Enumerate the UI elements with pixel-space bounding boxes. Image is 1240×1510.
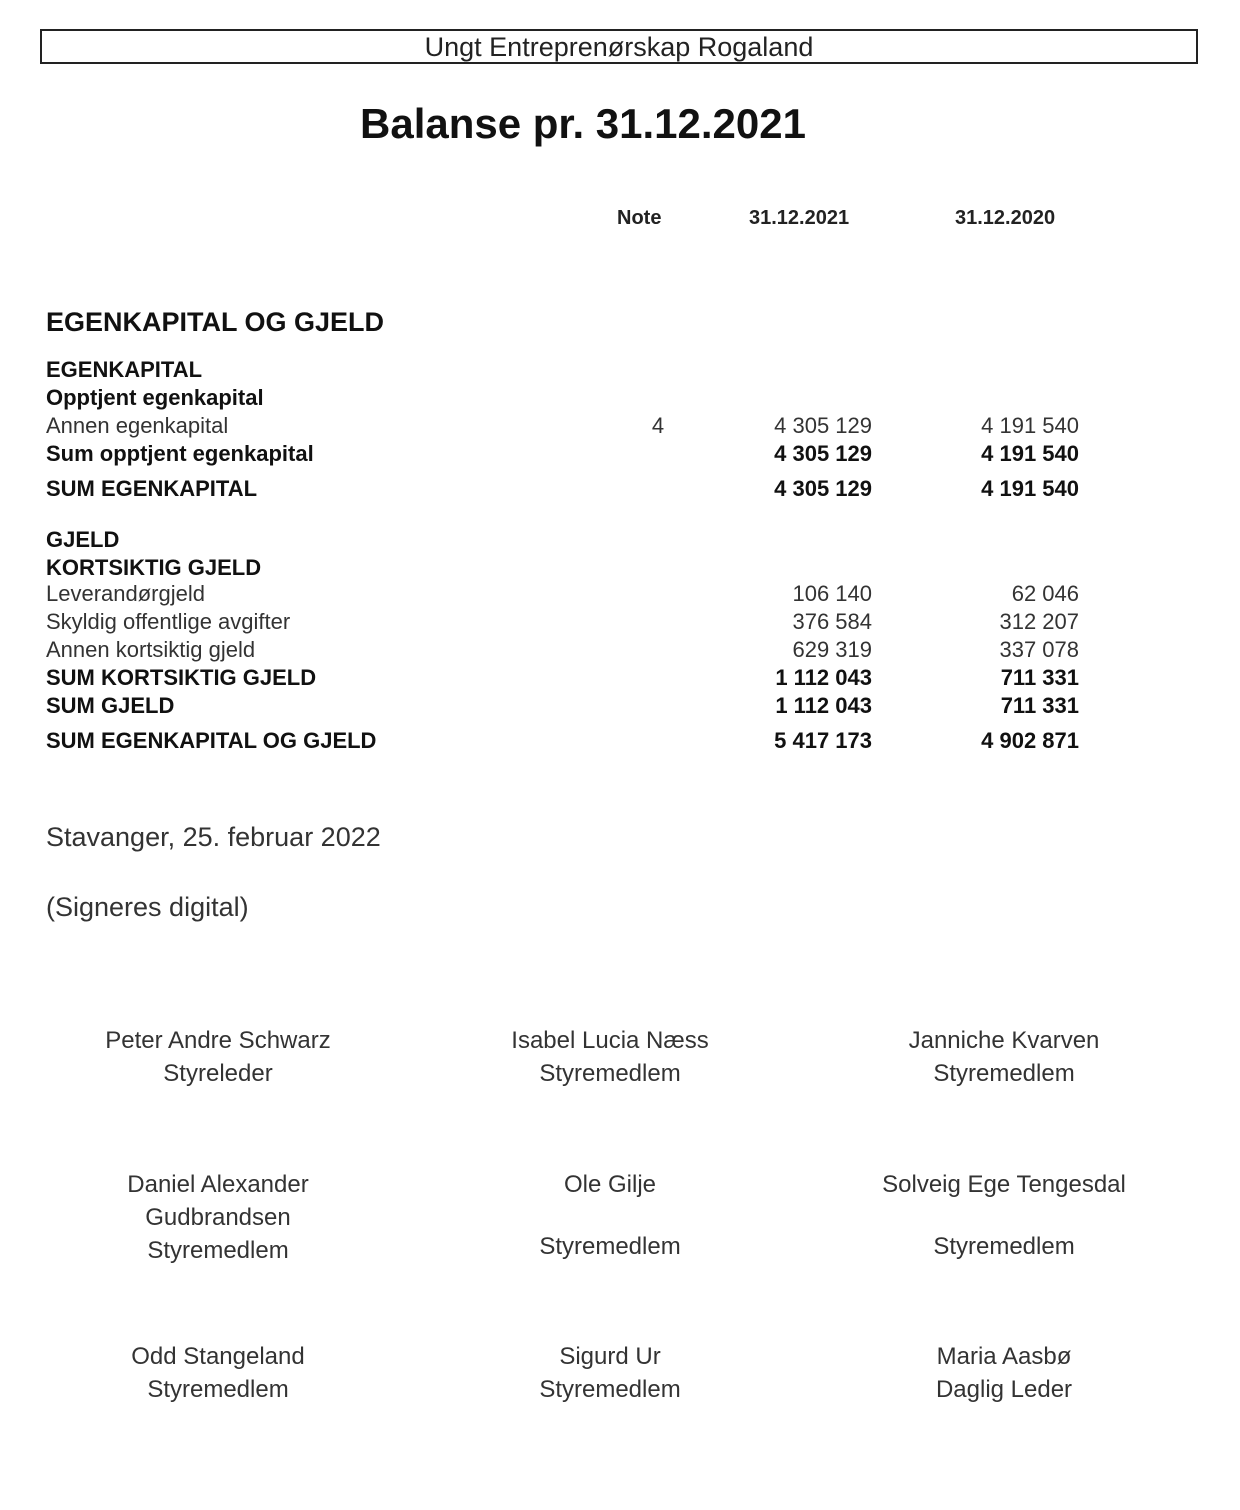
table-row	[46, 727, 1146, 755]
table-row	[46, 580, 1146, 608]
signatory	[814, 1024, 1194, 1090]
row-value-previous-year: 4 191 540	[981, 476, 1079, 501]
spacer	[420, 1201, 800, 1230]
row-value-current-year: 1 112 043	[775, 693, 872, 718]
row-value-previous-year: 4 191 540	[981, 441, 1079, 466]
row-label: SUM KORTSIKTIG GJELD	[46, 665, 317, 690]
row-value-previous-year: 4 902 871	[981, 728, 1079, 753]
signatory-role: Styremedlem	[539, 1233, 681, 1260]
signatory	[420, 1024, 800, 1090]
table-row	[46, 692, 1146, 720]
signatory-name: Daniel Alexander Gudbrandsen	[127, 1171, 309, 1231]
organization-name: Ungt Entreprenørskap Rogaland	[424, 32, 814, 62]
column-header-previous-year: 31.12.2020	[955, 207, 1056, 229]
row-value-current-year: 4 305 129	[774, 476, 872, 501]
signatory	[28, 1340, 408, 1406]
table-row	[46, 608, 1146, 636]
signatory-name: Peter Andre Schwarz	[105, 1027, 331, 1054]
row-label: Opptjent egenkapital	[46, 385, 264, 410]
table-row	[46, 412, 1146, 440]
signatory	[814, 1168, 1194, 1263]
signatory-role: Daglig Leder	[935, 1376, 1073, 1403]
signatory-name: Ole Gilje	[563, 1171, 657, 1198]
row-label: EGENKAPITAL	[46, 357, 203, 382]
signatory	[420, 1168, 800, 1263]
signatory-role: Styreleder	[163, 1060, 273, 1087]
signatory-role: Styremedlem	[147, 1237, 289, 1264]
row-value-current-year: 5 417 173	[774, 728, 872, 753]
table-row	[46, 440, 1146, 468]
signatory	[420, 1340, 800, 1406]
row-value-current-year: 1 112 043	[775, 665, 872, 690]
signing-note: (Signeres digital)	[46, 892, 249, 922]
page-title: Balanse pr. 31.12.2021	[360, 100, 806, 147]
signatory-role: Styremedlem	[933, 1060, 1075, 1087]
row-label: Annen egenkapital	[46, 413, 229, 438]
table-row	[46, 384, 1146, 412]
row-value-previous-year: 337 078	[999, 637, 1079, 662]
signatory-role: Styremedlem	[539, 1376, 681, 1403]
row-value-current-year: 106 140	[792, 581, 872, 606]
row-label: Leverandørgjeld	[46, 581, 205, 606]
signatory-role: Styremedlem	[147, 1376, 289, 1403]
row-label: Annen kortsiktig gjeld	[46, 637, 256, 662]
spacer	[814, 1201, 1194, 1230]
table-row	[46, 475, 1146, 503]
signatory	[88, 1168, 348, 1267]
place-date: Stavanger, 25. februar 2022	[46, 822, 381, 852]
signatory-name: Sigurd Ur	[559, 1343, 661, 1370]
table-row	[46, 526, 1146, 554]
signatory-role: Styremedlem	[933, 1233, 1075, 1260]
organization-header	[40, 29, 1198, 64]
row-value-current-year: 4 305 129	[774, 413, 872, 438]
row-note: 4	[651, 413, 665, 438]
row-label: GJELD	[46, 527, 120, 552]
signatory-name: Odd Stangeland	[131, 1343, 305, 1370]
row-value-current-year: 4 305 129	[774, 441, 872, 466]
row-value-previous-year: 62 046	[1011, 581, 1079, 606]
column-header-current-year: 31.12.2021	[749, 207, 850, 229]
row-label: Skyldig offentlige avgifter	[46, 609, 291, 634]
section-title: EGENKAPITAL OG GJELD	[46, 307, 385, 337]
row-value-previous-year: 312 207	[999, 609, 1079, 634]
table-row	[46, 554, 1146, 582]
row-label: SUM EGENKAPITAL	[46, 476, 258, 501]
row-value-current-year: 376 584	[792, 609, 872, 634]
row-label: SUM GJELD	[46, 693, 175, 718]
signatory	[814, 1340, 1194, 1406]
table-row	[46, 356, 1146, 384]
signatory	[28, 1024, 408, 1090]
row-value-previous-year: 711 331	[1000, 693, 1079, 718]
signatory-name: Janniche Kvarven	[908, 1027, 1100, 1054]
signatory-name: Maria Aasbø	[936, 1343, 1072, 1370]
table-row	[46, 664, 1146, 692]
row-value-previous-year: 4 191 540	[981, 413, 1079, 438]
signatory-name: Solveig Ege Tengesdal	[882, 1171, 1126, 1198]
row-value-current-year: 629 319	[792, 637, 872, 662]
row-label: KORTSIKTIG GJELD	[46, 555, 262, 580]
row-value-previous-year: 711 331	[1000, 665, 1079, 690]
column-header-note: Note	[617, 207, 662, 229]
signatory-role: Styremedlem	[539, 1060, 681, 1087]
table-row	[46, 636, 1146, 664]
row-label: Sum opptjent egenkapital	[46, 441, 314, 466]
row-label: SUM EGENKAPITAL OG GJELD	[46, 728, 377, 753]
signatory-name: Isabel Lucia Næss	[511, 1027, 709, 1054]
